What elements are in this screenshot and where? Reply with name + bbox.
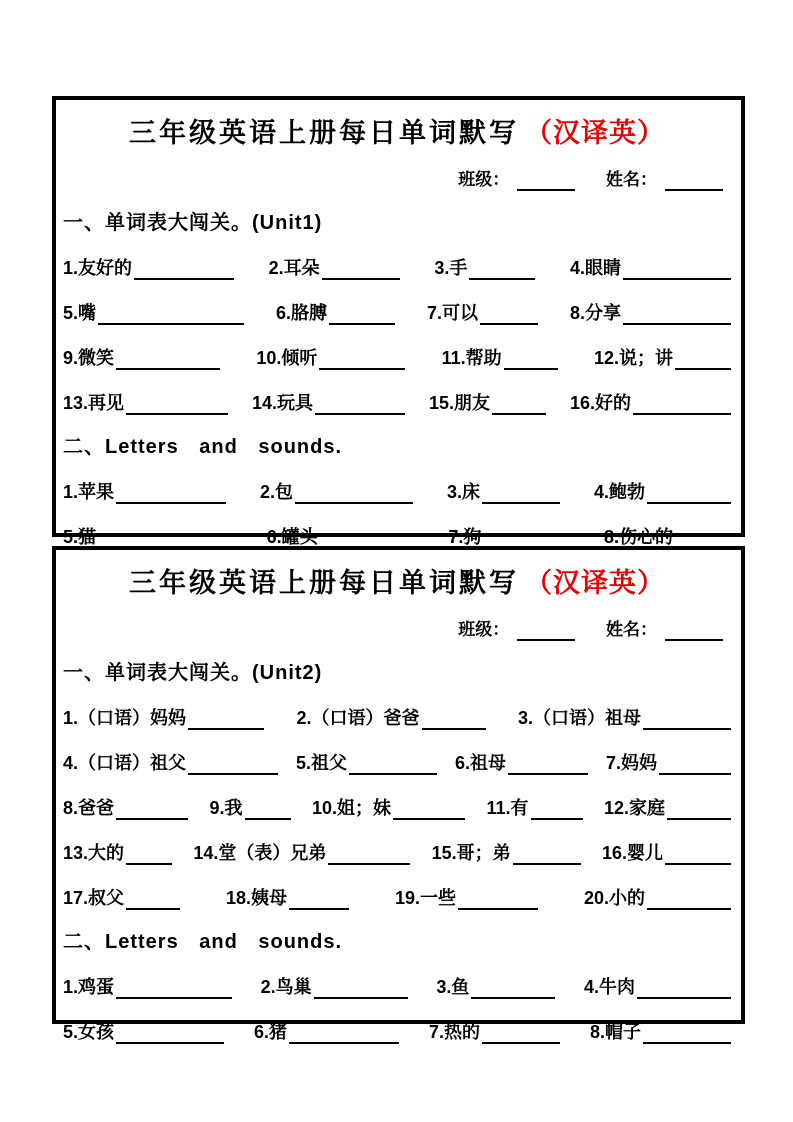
sheet-title-note: （汉译英） — [525, 118, 665, 148]
item-text: 女孩 — [78, 1022, 115, 1042]
item-text: 我 — [224, 798, 243, 818]
word-item — [570, 299, 731, 325]
item-text: 姐；妹 — [337, 798, 391, 818]
answer-blank — [458, 890, 538, 910]
word-item — [63, 884, 180, 910]
item-text: 姨母 — [251, 888, 288, 908]
answer-blank — [116, 1024, 224, 1044]
answer-blank — [492, 395, 546, 415]
answer-blank — [134, 260, 234, 280]
word-item — [252, 389, 405, 415]
answer-blank — [667, 800, 731, 820]
word-item — [594, 478, 731, 504]
item-number: 1. — [63, 977, 79, 997]
item-text: 朋友 — [454, 393, 490, 413]
item-number: 4. — [569, 258, 585, 278]
item-text: 鸡蛋 — [78, 977, 115, 997]
vocab-rows — [63, 254, 731, 415]
word-item — [63, 973, 232, 999]
word-item — [486, 794, 582, 820]
word-item — [584, 884, 731, 910]
item-number: 4. — [63, 753, 79, 773]
class-blank — [517, 172, 575, 191]
item-text: 婴儿 — [626, 843, 663, 863]
class-label: 班级： — [458, 620, 510, 639]
word-item — [63, 523, 226, 549]
answer-blank — [483, 529, 563, 549]
answer-blank — [126, 845, 172, 865]
item-number: 5. — [63, 303, 79, 323]
item-text: 一些 — [420, 888, 456, 908]
vocab-row — [63, 704, 731, 730]
word-item — [254, 1018, 399, 1044]
letters-rows — [63, 478, 731, 549]
answer-blank — [422, 710, 486, 730]
answer-blank — [647, 484, 731, 504]
answer-blank — [647, 890, 731, 910]
word-item — [260, 478, 413, 504]
answer-blank — [623, 305, 731, 325]
item-text: 玩具 — [277, 393, 314, 413]
answer-blank — [116, 979, 232, 999]
answer-blank — [328, 845, 410, 865]
item-text: 祖父 — [311, 753, 347, 773]
item-number: 1. — [63, 482, 79, 502]
item-number: 6. — [253, 1022, 269, 1042]
answer-blank — [289, 1024, 399, 1044]
answer-blank — [245, 800, 291, 820]
word-item — [395, 884, 538, 910]
word-item — [209, 794, 290, 820]
answer-blank — [116, 350, 220, 370]
word-item — [570, 254, 731, 280]
item-number: 13. — [63, 843, 89, 863]
item-text: 包 — [275, 482, 293, 502]
sheet-title-text: 三年级英语上册每日单词默写 — [129, 118, 519, 148]
answer-blank — [482, 1024, 560, 1044]
vocab-row — [63, 884, 731, 910]
item-text: 床 — [461, 482, 480, 502]
word-item — [518, 704, 731, 730]
word-item — [63, 704, 264, 730]
item-number: 6. — [454, 753, 470, 773]
word-item — [432, 839, 581, 865]
item-text: 罐头 — [281, 527, 318, 547]
word-item — [570, 389, 731, 415]
item-text: 鲍勃 — [608, 482, 645, 502]
item-number: 16. — [601, 843, 627, 863]
section-letters-header: 二、Letters and sounds. — [63, 436, 343, 458]
item-number: 2. — [268, 258, 284, 278]
item-text: 祖母 — [469, 753, 506, 773]
answer-blank — [531, 800, 583, 820]
word-item — [296, 749, 437, 775]
item-number: 3. — [517, 708, 533, 728]
item-number: 4. — [583, 977, 599, 997]
answer-blank — [623, 260, 731, 280]
item-text: 好的 — [594, 393, 631, 413]
word-item — [296, 704, 485, 730]
item-text: 伤心的 — [618, 527, 673, 547]
item-number: 12. — [593, 348, 619, 368]
letters-row — [63, 1018, 731, 1044]
class-name-line — [63, 165, 723, 191]
name-label: 姓名： — [606, 170, 657, 189]
word-item — [267, 523, 408, 549]
word-item — [63, 344, 220, 370]
answer-blank — [504, 350, 558, 370]
item-text: 胳膊 — [291, 303, 327, 323]
item-text: 苹果 — [78, 482, 115, 502]
item-number: 11. — [486, 798, 511, 818]
item-number: 5. — [295, 753, 311, 773]
answer-blank — [319, 350, 405, 370]
sheet-title — [63, 111, 731, 150]
word-item — [436, 973, 555, 999]
answer-blank — [643, 710, 731, 730]
answer-blank — [126, 890, 180, 910]
item-number: 8. — [63, 798, 79, 818]
answer-blank — [482, 484, 560, 504]
item-number: 10. — [311, 798, 337, 818]
word-item — [594, 344, 731, 370]
item-text: 友好的 — [78, 258, 133, 278]
word-item — [269, 254, 400, 280]
answer-blank — [643, 1024, 731, 1044]
vocab-row — [63, 299, 731, 325]
item-number: 15. — [428, 393, 454, 413]
item-number: 1. — [63, 708, 79, 728]
vocab-row — [63, 794, 731, 820]
vocab-row — [63, 839, 731, 865]
section-letters-header: 二、Letters and sounds. — [63, 931, 343, 953]
item-number: 7. — [428, 1022, 444, 1042]
item-text: 嘴 — [78, 303, 97, 323]
answer-blank — [329, 305, 395, 325]
answer-blank — [637, 979, 731, 999]
word-item — [63, 299, 244, 325]
item-text: 手 — [449, 258, 468, 278]
item-number: 6. — [275, 303, 291, 323]
answer-blank — [633, 395, 731, 415]
item-text: 猫 — [78, 527, 97, 547]
word-item — [448, 523, 563, 549]
word-item — [427, 299, 538, 325]
answer-blank — [116, 800, 188, 820]
item-number: 19. — [394, 888, 420, 908]
item-text: 鱼 — [451, 977, 470, 997]
answer-blank — [314, 979, 408, 999]
item-number: 7. — [448, 527, 464, 547]
item-text: 爸爸 — [78, 798, 115, 818]
worksheet-unit1 — [52, 96, 745, 547]
word-item — [455, 749, 588, 775]
name-blank — [665, 172, 723, 191]
class-name-line — [63, 615, 723, 641]
item-text: 微笑 — [78, 348, 115, 368]
word-item — [63, 794, 188, 820]
word-item — [447, 478, 560, 504]
item-number: 2. — [259, 482, 275, 502]
item-number: 18. — [225, 888, 252, 908]
item-text: 帮助 — [465, 348, 502, 368]
answer-blank — [315, 395, 405, 415]
item-number: 20. — [583, 888, 609, 908]
item-number: 12. — [603, 798, 629, 818]
word-item — [442, 344, 558, 370]
word-item — [226, 884, 349, 910]
answer-blank — [188, 755, 278, 775]
vocab-row — [63, 749, 731, 775]
answer-blank — [289, 890, 349, 910]
word-item — [606, 749, 731, 775]
answer-blank — [98, 305, 244, 325]
word-item — [261, 973, 408, 999]
answer-blank — [188, 710, 264, 730]
item-text: 哥；弟 — [456, 843, 511, 863]
item-number: 2. — [260, 977, 276, 997]
item-number: 4. — [593, 482, 609, 502]
item-text: 有 — [510, 798, 529, 818]
item-text: 帽子 — [604, 1022, 641, 1042]
vocab-rows — [63, 704, 731, 910]
letters-rows — [63, 973, 731, 1044]
answer-blank — [116, 484, 226, 504]
item-number: 16. — [569, 393, 595, 413]
class-blank — [517, 622, 575, 641]
item-number: 1. — [63, 258, 79, 278]
item-text: 可以 — [441, 303, 478, 323]
item-text: （口语）爸爸 — [311, 708, 420, 728]
word-item — [604, 523, 731, 549]
word-item — [63, 749, 278, 775]
item-number: 5. — [63, 527, 79, 547]
item-text: 大的 — [88, 843, 125, 863]
item-text: 叔父 — [88, 888, 125, 908]
word-item — [63, 839, 172, 865]
name-label: 姓名： — [606, 620, 657, 639]
item-number: 8. — [589, 1022, 605, 1042]
word-item — [63, 389, 228, 415]
item-number: 7. — [426, 303, 442, 323]
answer-blank — [675, 529, 731, 549]
item-text: 堂（表）兄弟 — [218, 843, 327, 863]
item-text: 分享 — [584, 303, 621, 323]
item-text: 狗 — [463, 527, 482, 547]
item-number: 13. — [63, 393, 89, 413]
word-item — [590, 1018, 731, 1044]
worksheet-unit2 — [52, 546, 745, 1042]
item-number: 9. — [209, 798, 225, 818]
answer-blank — [322, 260, 400, 280]
item-number: 6. — [266, 527, 282, 547]
item-number: 3. — [434, 258, 450, 278]
item-number: 8. — [569, 303, 585, 323]
letters-row — [63, 478, 731, 504]
word-item — [63, 1018, 224, 1044]
vocab-row — [63, 254, 731, 280]
sheet-title — [63, 561, 731, 600]
answer-blank — [508, 755, 588, 775]
answer-blank — [675, 350, 731, 370]
vocab-row — [63, 344, 731, 370]
vocab-row — [63, 389, 731, 415]
item-number: 7. — [605, 753, 621, 773]
word-item — [63, 478, 226, 504]
item-number: 10. — [256, 348, 282, 368]
section-vocab-header: 一、单词表大闯关。(Unit1) — [63, 212, 323, 234]
word-item — [584, 973, 731, 999]
word-item — [312, 794, 465, 820]
item-text: 耳朵 — [283, 258, 320, 278]
word-item — [604, 794, 731, 820]
item-text: 说；讲 — [619, 348, 673, 368]
answer-blank — [349, 755, 437, 775]
item-number: 3. — [436, 977, 452, 997]
answer-blank — [471, 979, 555, 999]
answer-blank — [320, 529, 408, 549]
item-number: 14. — [193, 843, 219, 863]
item-number: 5. — [63, 1022, 79, 1042]
sheet-title-text: 三年级英语上册每日单词默写 — [129, 568, 519, 598]
item-text: 鸟巢 — [275, 977, 312, 997]
item-number: 11. — [441, 348, 466, 368]
item-text: 倾听 — [281, 348, 318, 368]
item-number: 2. — [296, 708, 312, 728]
answer-blank — [659, 755, 731, 775]
answer-blank — [126, 395, 228, 415]
word-item — [429, 389, 546, 415]
answer-blank — [393, 800, 465, 820]
item-text: 小的 — [608, 888, 645, 908]
item-number: 17. — [63, 888, 89, 908]
item-text: （口语）妈妈 — [78, 708, 187, 728]
item-number: 3. — [446, 482, 462, 502]
item-text: 家庭 — [629, 798, 665, 818]
word-item — [429, 1018, 560, 1044]
item-text: （口语）祖父 — [78, 753, 187, 773]
answer-blank — [665, 845, 731, 865]
item-number: 9. — [63, 348, 79, 368]
item-text: 眼睛 — [584, 258, 621, 278]
answer-blank — [98, 529, 226, 549]
sheet-title-note: （汉译英） — [525, 568, 665, 598]
item-number: 8. — [603, 527, 619, 547]
item-text: 猪 — [269, 1022, 287, 1042]
letters-row — [63, 973, 731, 999]
name-blank — [665, 622, 723, 641]
answer-blank — [480, 305, 538, 325]
item-text: 牛肉 — [598, 977, 635, 997]
class-label: 班级： — [458, 170, 510, 189]
word-item — [602, 839, 731, 865]
word-item — [256, 344, 405, 370]
word-item — [276, 299, 395, 325]
answer-blank — [469, 260, 535, 280]
item-text: 热的 — [443, 1022, 480, 1042]
item-number: 14. — [251, 393, 278, 413]
word-item — [193, 839, 410, 865]
letters-row — [63, 523, 731, 549]
section-vocab-header: 一、单词表大闯关。(Unit2) — [63, 662, 323, 684]
item-text: 妈妈 — [620, 753, 657, 773]
item-text: 再见 — [88, 393, 125, 413]
word-item — [63, 254, 234, 280]
item-text: （口语）祖母 — [532, 708, 641, 728]
word-item — [434, 254, 535, 280]
answer-blank — [295, 484, 413, 504]
answer-blank — [513, 845, 581, 865]
item-number: 15. — [431, 843, 457, 863]
